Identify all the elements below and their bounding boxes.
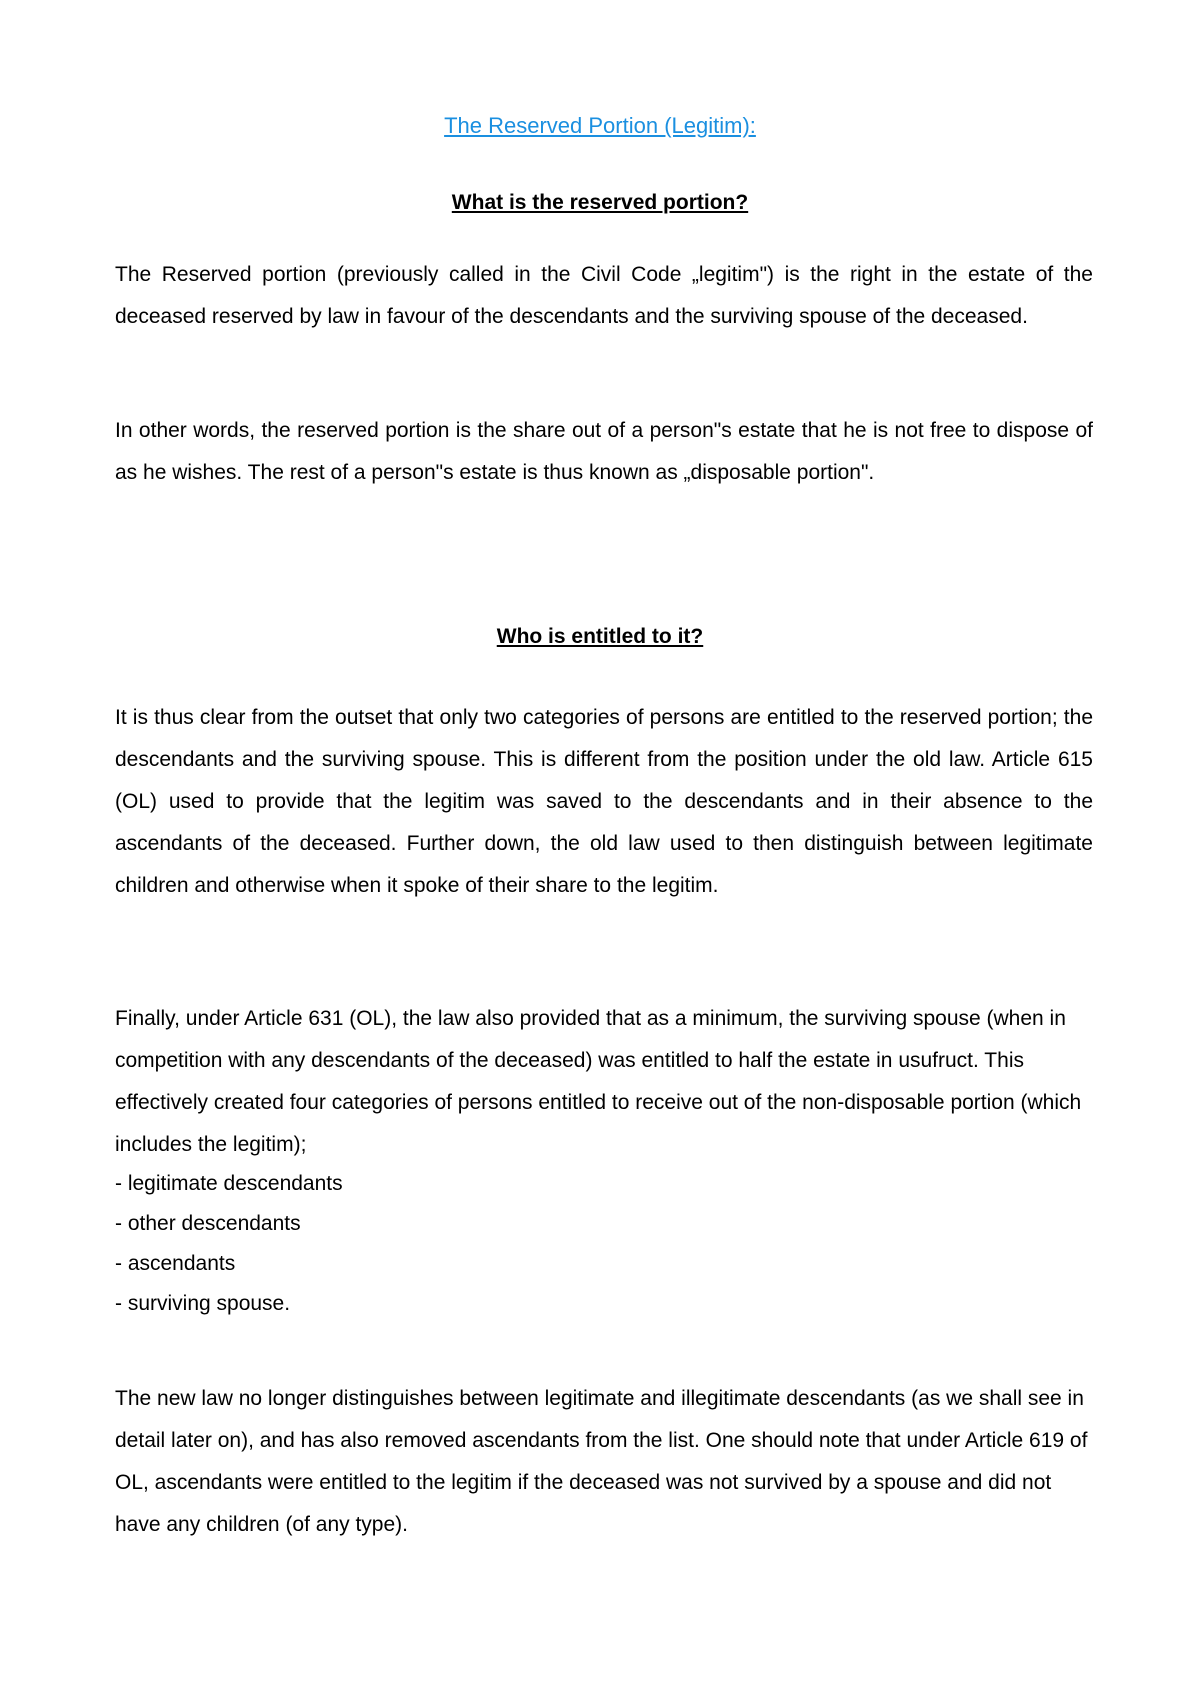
section-heading-what-is: What is the reserved portion? xyxy=(451,191,749,214)
paragraph-article-631: Finally, under Article 631 (OL), the law also provided that as a minimum, the surviving spouse (when in competition with any descendants of the deceased) was entitled to half the estate in usufruct. This effectively created four categories of persons entitled to receive out of the non-disposable portion (which includes the legitim); xyxy=(115,1007,1082,1156)
list-item: - surviving spouse. xyxy=(115,1292,291,1315)
paragraph-categories: It is thus clear from the outset that only two categories of persons are entitled to the reserved portion; the descendants and the surviving spouse. This is different from the position under the old law. Article 615 (OL) used to provide that the legitim was saved to the descendants and in their absence to the ascendants of the deceased. Further down, the old law used to then distinguish between legitimate children and otherwise when it spoke of their share to the legitim. xyxy=(115,706,1093,897)
section-heading-who-is-entitled: Who is entitled to it? xyxy=(496,625,704,648)
paragraph-definition: The Reserved portion (previously called in the Civil Code „legitim") is the right in the estate of the deceased reserved by law in favour of the descendants and the surviving spouse of the deceased. xyxy=(115,263,1093,328)
list-item: - other descendants xyxy=(115,1212,301,1235)
paragraph-other-words: In other words, the reserved portion is the share out of a person"s estate that he is not free to dispose of as he wishes. The rest of a person"s estate is thus known as „disposable portion". xyxy=(115,419,1093,484)
document-title: The Reserved Portion (Legitim): xyxy=(444,113,756,138)
list-item: - legitimate descendants xyxy=(115,1172,343,1195)
list-item: - ascendants xyxy=(115,1252,236,1275)
paragraph-new-law: The new law no longer distinguishes between legitimate and illegitimate descendants (as we shall see in detail later on), and has also removed ascendants from the list. One should note that under Article 619 of OL, ascendants were entitled to the legitim if the deceased was not survived by a spouse and did not have any children (of any type). xyxy=(115,1387,1088,1536)
persons-list xyxy=(115,1164,1093,1324)
